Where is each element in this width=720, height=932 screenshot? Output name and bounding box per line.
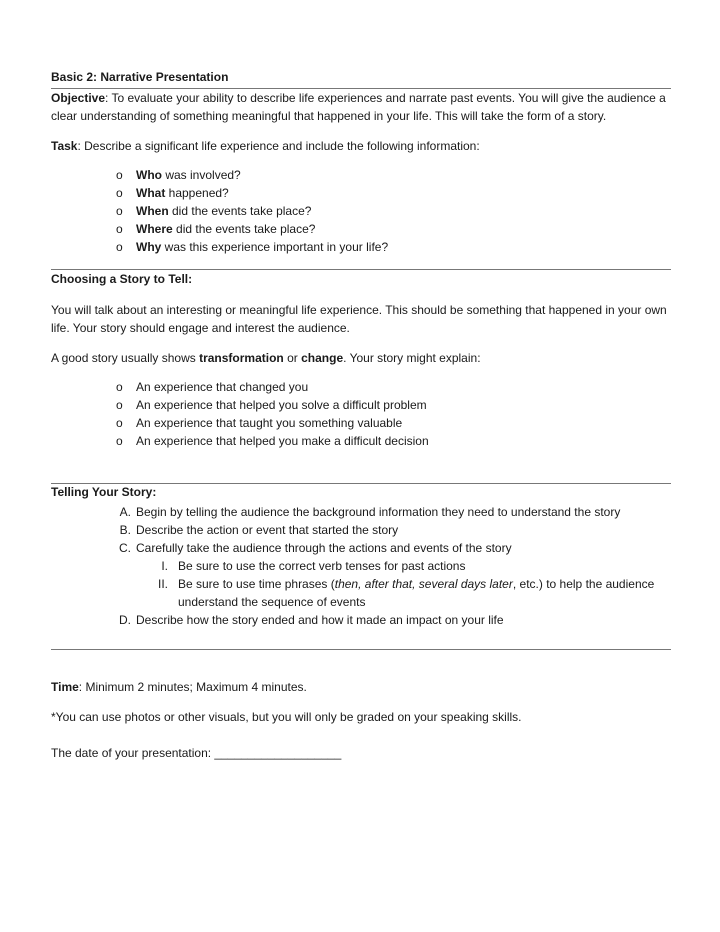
list-item: B. Describe the action or event that started the story	[51, 521, 671, 539]
list-marker: II.	[157, 577, 168, 591]
choosing-paragraph-2: A good story usually shows transformation or change. Your story might explain:	[51, 351, 481, 365]
bullet-marker: o	[116, 434, 123, 448]
telling-substeps-list	[136, 557, 671, 611]
time-label: Time	[51, 680, 79, 694]
list-marker: I.	[161, 559, 168, 573]
list-item: I. Be sure to use the correct verb tenses for past actions	[136, 557, 671, 575]
bullet-marker: o	[116, 398, 123, 412]
task-label: Task	[51, 139, 78, 153]
task-items-list	[51, 166, 671, 256]
list-item: C. Carefully take the audience through the actions and events of the story I. Be sure to use the correct verb tenses for past actions II. Be sure to use time phrases (then, after that, several days later, etc.) to help the audience understand the sequence of events	[51, 539, 671, 611]
bullet-marker: o	[116, 380, 123, 394]
list-marker: D.	[119, 613, 131, 627]
list-marker: C.	[119, 541, 131, 555]
time-text: : Minimum 2 minutes; Maximum 4 minutes.	[78, 680, 307, 694]
telling-heading: Telling Your Story:	[51, 485, 157, 499]
choosing-paragraph-1: You will talk about an interesting or meaningful life experience. This should be something that happened in your own life. Your story should engage and interest the audience.	[51, 303, 667, 335]
story-ideas-list	[51, 378, 671, 450]
list-item: o What happened?	[116, 186, 229, 200]
divider-choosing	[51, 269, 671, 270]
list-item: o When did the events take place?	[116, 204, 312, 218]
objective-paragraph	[51, 89, 671, 125]
divider-telling	[51, 483, 671, 484]
bullet-marker: o	[116, 186, 123, 200]
list-item: D. Describe how the story ended and how it made an impact on your life	[51, 611, 671, 629]
list-item: o An experience that changed you	[116, 380, 309, 394]
divider-time	[51, 649, 671, 650]
visuals-note: *You can use photos or other visuals, but you will only be graded on your speaking skills.	[51, 710, 522, 724]
objective-text: : To evaluate your ability to describe life experiences and narrate past events. You will give the audience a clear understanding of something meaningful that happened in your life. This will take the form of a story.	[51, 91, 666, 123]
bullet-marker: o	[116, 222, 123, 236]
list-item: o An experience that taught you something valuable	[116, 416, 403, 430]
list-item: o An experience that helped you solve a difficult problem	[116, 398, 427, 412]
presentation-date-line: The date of your presentation: ___________________	[51, 746, 342, 760]
objective-label: Objective	[51, 91, 106, 105]
bullet-marker: o	[116, 416, 123, 430]
task-paragraph	[51, 137, 671, 155]
list-item: o Who was involved?	[116, 168, 241, 182]
bullet-marker: o	[116, 204, 123, 218]
bullet-marker: o	[116, 240, 123, 254]
list-marker: B.	[119, 523, 131, 537]
time-line	[51, 680, 307, 694]
choosing-heading: Choosing a Story to Tell:	[51, 272, 193, 286]
telling-steps-list	[51, 503, 671, 629]
document-title: Basic 2: Narrative Presentation	[51, 70, 229, 84]
task-text: : Describe a significant life experience and include the following information:	[77, 139, 480, 153]
bullet-marker: o	[116, 168, 123, 182]
list-item: o Where did the events take place?	[116, 222, 316, 236]
list-marker: A.	[119, 505, 131, 519]
list-item: II. Be sure to use time phrases (then, after that, several days later, etc.) to help the audience understand the sequence of events	[136, 575, 671, 611]
list-item: o An experience that helped you make a difficult decision	[116, 434, 429, 448]
list-item: o Why was this experience important in your life?	[116, 240, 389, 254]
list-item: A. Begin by telling the audience the background information they need to understand the story	[51, 503, 671, 521]
